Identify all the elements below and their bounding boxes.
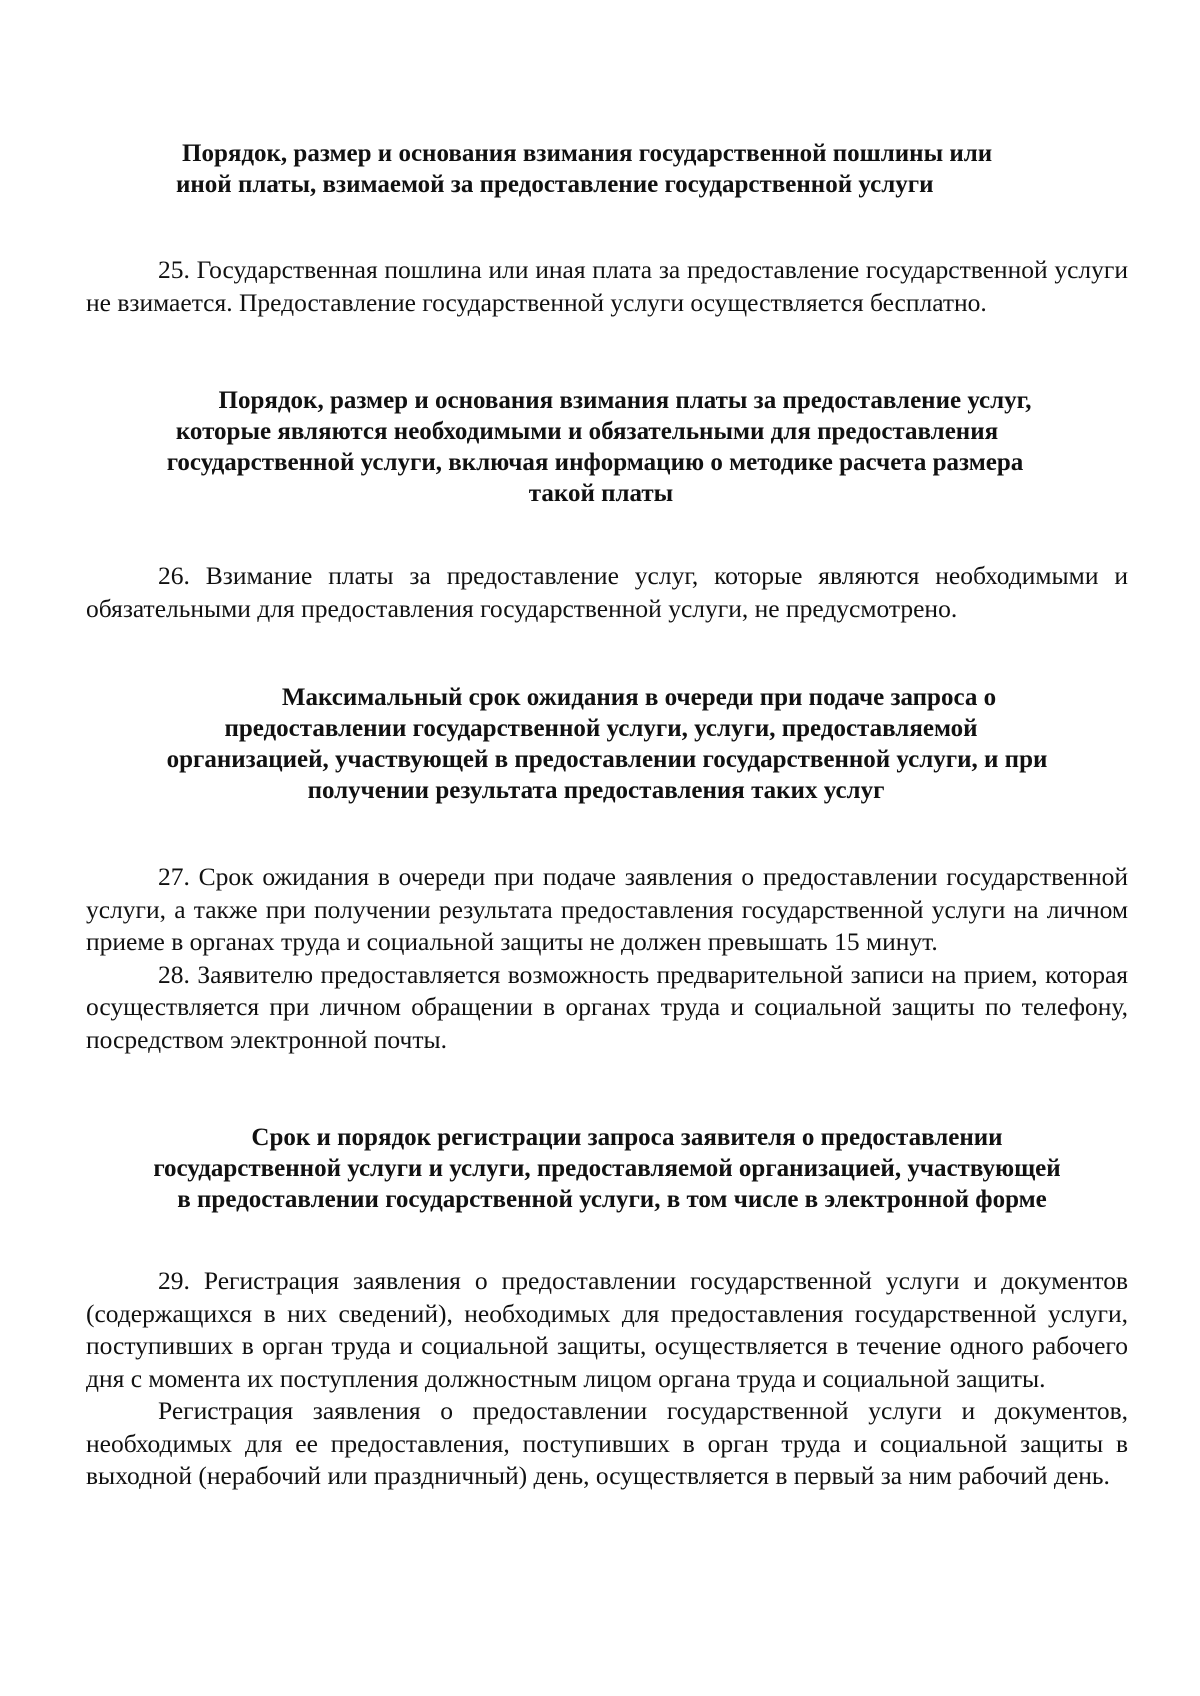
heading-line: Срок и порядок регистрации запроса заявителя о предоставлении [251,1124,1003,1151]
document-body [86,138,1128,1493]
heading-line: государственной услуги, включая информацию о методике расчета размера [166,449,1024,476]
paragraph-28: 28. Заявителю предоставляется возможность предварительной записи на прием, которая осуществляется при личном обращении в органах труда и социальной защиты по телефону, посредством электронной почты. [86,959,1128,1054]
section-heading-fee [86,138,1128,200]
section-heading-queue-time [86,682,1128,806]
paragraph-25: 25. Государственная пошлина или иная плата за предоставление государственной услуги не взимается. Предоставление государственной услуги осуществляется бесплатно. [86,255,1128,317]
heading-line: получении результата предоставления таких услуг [307,777,885,804]
heading-line: предоставлении государственной услуги, услуги, предоставляемой [224,715,978,742]
heading-line: Максимальный срок ожидания в очереди при подаче запроса о [281,684,997,711]
heading-line: в предоставлении государственной услуги, в том числе в электронной форме [177,1186,1047,1213]
heading-line: государственной услуги и услуги, предоставляемой организацией, участвующей [153,1155,1061,1182]
section-heading-service-fee [86,385,1128,509]
heading-line: такой платы [528,480,674,507]
paragraph-27: 27. Срок ожидания в очереди при подаче заявления о предоставлении государственной услуги, а также при получении результата предоставления государственной услуги на личном приеме в органах труда и социальной защиты не должен превышать 15 минут. [86,862,1128,956]
heading-line: Порядок, размер и основания взимания государственной пошлины или [182,140,993,167]
paragraph-26: 26. Взимание платы за предоставление услуг, которые являются необходимыми и обязательными для предоставления государственной услуги, не предусмотрено. [86,561,1128,623]
section-heading-registration [86,1122,1128,1215]
heading-line: иной платы, взимаемой за предоставление государственной услуги [176,171,934,198]
paragraph-29-continued: Регистрация заявления о предоставлении государственной услуги и документов, необходимых для ее предоставления, поступивших в орган труда и социальной защиты в выходной (нерабочий или праздничный) день, осуществляется в первый за ним рабочий день. [86,1396,1128,1490]
heading-line: организацией, участвующей в предоставлении государственной услуги, и при [166,746,1048,773]
heading-line: Порядок, размер и основания взимания платы за предоставление услуг, [218,387,1032,414]
heading-line: которые являются необходимыми и обязательными для предоставления [175,418,999,445]
paragraph-29: 29. Регистрация заявления о предоставлении государственной услуги и документов (содержащихся в них сведений), необходимых для предоставления государственной услуги, поступивших в орган труда и социальной защиты, осуществляется в течение одного рабочего дня с момента их поступления должностным лицом органа труда и социальной защиты. [86,1266,1128,1393]
